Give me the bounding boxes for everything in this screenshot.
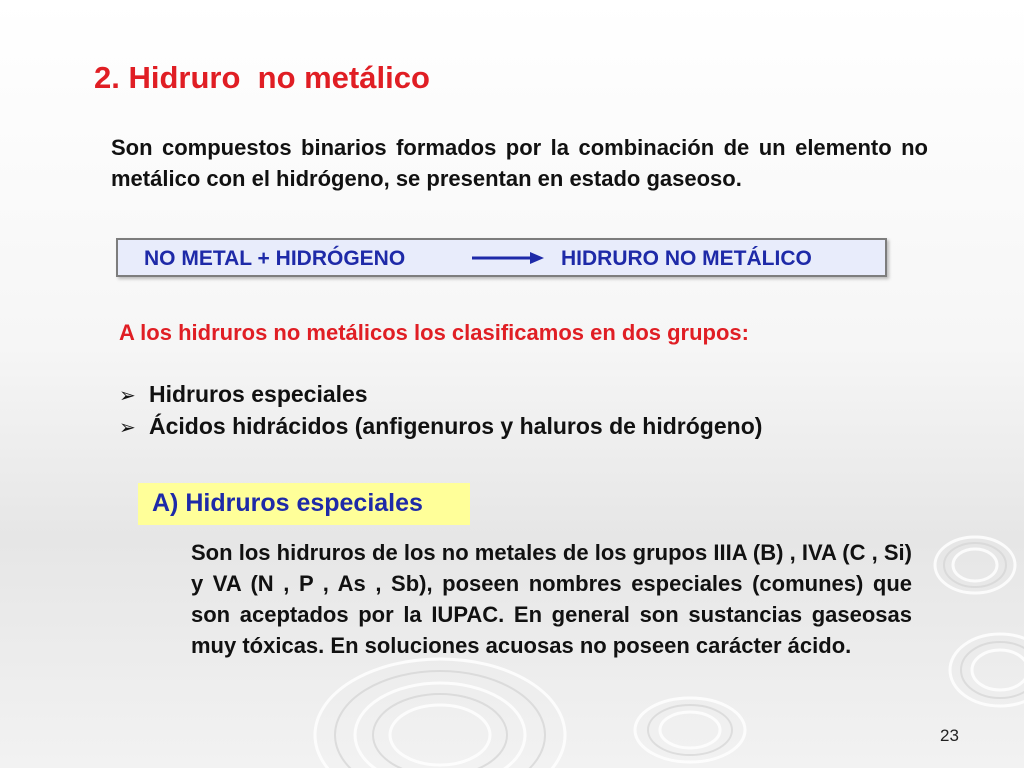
- page-number: 23: [940, 726, 959, 745]
- intro-paragraph: Son compuestos binarios formados por la combinación de un elemento no metálico con el hidrógeno, se presentan en estado gaseoso.: [111, 135, 928, 191]
- list-item: [119, 378, 762, 410]
- formula-box: [116, 238, 887, 277]
- arrow-bullet-icon: ➢: [119, 385, 136, 407]
- formula-reactants: NO METAL + HIDRÓGENO: [144, 247, 406, 270]
- arrow-bullet-icon: ➢: [119, 417, 136, 439]
- section-heading-badge: A) Hidruros especiales: [138, 483, 470, 525]
- classification-heading: A los hidruros no metálicos los clasificamos en dos grupos:: [119, 320, 749, 345]
- slide-title: 2. Hidruro no metálico: [94, 60, 430, 95]
- list-item: [119, 410, 762, 442]
- list-item-label: Hidruros especiales: [149, 381, 368, 407]
- section-paragraph: Son los hidruros de los no metales de los grupos IIIA (B) , IVA (C , Si) y VA (N , P , As , Sb), poseen nombres especiales (comunes) que son aceptados por la IUPAC. En general son sustancias gaseosas muy tóxicas. En soluciones acuosas no poseen carácter ácido.: [191, 540, 912, 658]
- group-list: [119, 378, 762, 442]
- formula-product: HIDRURO NO METÁLICO: [561, 247, 812, 270]
- list-item-label: Ácidos hidrácidos (anfigenuros y haluros de hidrógeno): [149, 413, 763, 439]
- right-arrow-icon: [472, 250, 544, 266]
